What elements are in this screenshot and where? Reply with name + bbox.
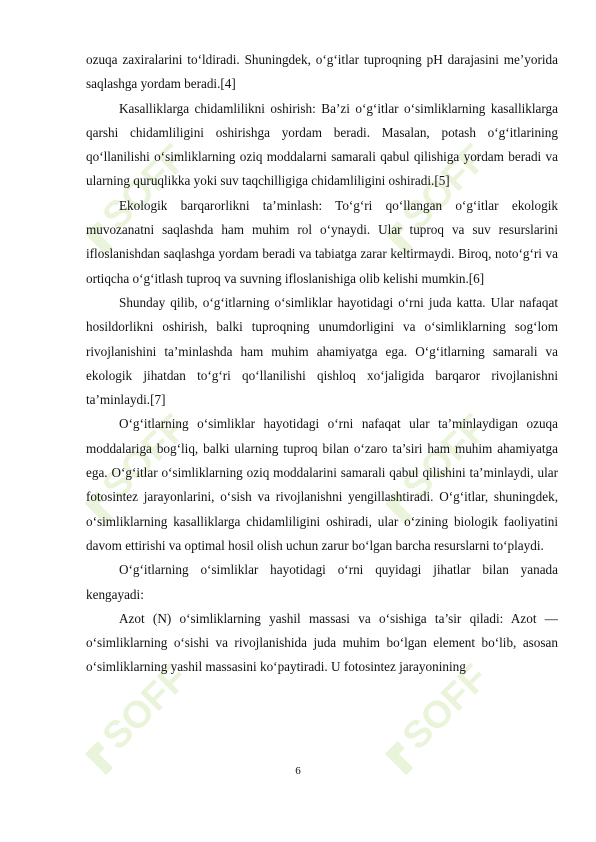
- paragraph-fertilizer-role: O‘g‘itlarning o‘simliklar hayotidagi o‘rni nafaqat ular ta’minlaydigan ozuqa moddalariga bog‘liq, balki ularning tuproq bilan o‘zaro ta’siri ham muhim ahamiyatga ega. O‘g‘itlar o‘simliklarning oziq moddalarini samarali qabul qilishini ta’minlaydi, ular fotosintez jarayonlarini, o‘sish va rivojlanishni yengillashtiradi. O‘g‘itlar, shuningdek, o‘simliklarning kasalliklarga chidamliligini oshiradi, ular o‘zining biologik faoliyatini davom ettirishi va optimal hosil olish uchun zarur bo‘lgan barcha resurslarni to‘playdi.: [86, 416, 558, 553]
- paragraph-nitrogen: Azot (N) o‘simliklarning yashil massasi va o‘sishiga ta’sir qiladi: Azot — o‘simliklarning o‘sishi va rivojlanishida juda muhim bo‘lgan element bo‘lib, asosan o‘simliklarning yashil massasini ko‘paytiradi. U fotosintez jarayonining: [86, 610, 558, 675]
- paragraph-conclusion: Shunday qilib, o‘g‘itlarning o‘simliklar hayotidagi o‘rni juda katta. Ular nafaqat hosildorlikni oshirish, balki tuproqning unumdorligini va o‘simliklarning sog‘lom rivojlanishini ta’minlashda ham muhim ahamiyatga ega. O‘g‘itlarning samarali va ekologik jihatdan to‘g‘ri qo‘llanilishi qishloq xo‘jaligida barqaror rivojlanishni ta’minlaydi.[7]: [86, 294, 558, 408]
- svg-text:SOFF: SOFF: [394, 406, 497, 509]
- page-number: 6: [295, 765, 301, 777]
- svg-text:SOFF: SOFF: [94, 656, 197, 759]
- svg-text:SOFF: SOFF: [94, 136, 197, 239]
- paragraph-ecological-stability: Ekologik barqarorlikni ta’minlash: To‘g‘ri qo‘llangan o‘g‘itlar ekologik muvozanatni saqlashda ham muhim rol o‘ynaydi. Ular tuproq va suv resurslarini ifloslanishdan saqlashga yordam beradi va tabiatga zarar keltirmaydi. Biroq, noto‘g‘ri va ortiqcha o‘g‘itlash tuproq va suvning ifloslanishiga olib kelishi mumkin.[6]: [86, 197, 558, 286]
- body-text: [86, 48, 558, 680]
- paragraph-aspects-intro: O‘g‘itlarning o‘simliklar hayotidagi o‘rni quyidagi jihatlar bilan yanada kengayadi:: [86, 562, 558, 602]
- svg-text:SOFF: SOFF: [94, 406, 197, 509]
- paragraph-continuation: ozuqa zaxiralarini to‘ldiradi. Shuningdek, o‘g‘itlar tuproqning pH darajasini me’yorida saqlashga yordam beradi.[4]: [86, 52, 558, 92]
- svg-text:SOFF: SOFF: [394, 656, 497, 759]
- paragraph-disease-resistance: Kasalliklarga chidamlilikni oshirish: Ba’zi o‘g‘itlar o‘simliklarning kasalliklarga qarshi chidamliligini oshirishga yordam beradi. Masalan, potash o‘g‘itlarining qo‘llanilishi o‘simliklarning oziq moddalarni samarali qabul qilishiga yordam beradi va ularning quruqlikka yoki suv taqchilligiga chidamliligini oshiradi.[5]: [86, 100, 558, 189]
- svg-text:SOFF: SOFF: [394, 136, 497, 239]
